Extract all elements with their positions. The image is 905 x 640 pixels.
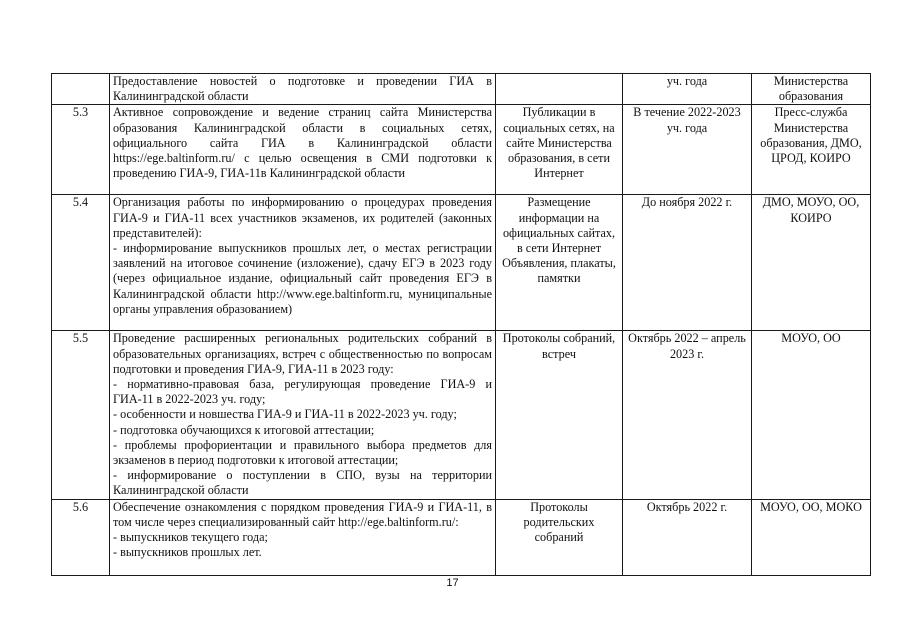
- event-line: Активное сопровождение и ведение страниц сайта Министерства образования Калининградской области в социальных сетях, официального сайта ГИА в Калининградской области https://ege.baltinform.ru/ с целью освещения в СМИ подготовки к проведению ГИА-9, ГИА-11в Калининградской области: [113, 105, 492, 181]
- event-line: Предоставление новостей о подготовке и проведении ГИА в Калининградской области: [113, 74, 492, 104]
- event-line: - информирование о поступлении в СПО, вузы на территории Калининградской области: [113, 468, 492, 498]
- event-description: [110, 195, 496, 331]
- event-line: - выпускников текущего года;: [113, 530, 268, 545]
- event-line: Проведение расширенных региональных родительских собраний в образовательных организациях, встреч с общественностью по вопросам подготовки и проведения ГИА-9, ГИА-11 в 2023 году:: [113, 331, 492, 376]
- responsible: МОУО, ОО, МОКО: [752, 499, 871, 575]
- deadline: В течение 2022-2023 уч. года: [623, 105, 752, 195]
- event-description: [110, 499, 496, 575]
- deadline: Октябрь 2022 г.: [623, 499, 752, 575]
- table-row: [52, 331, 871, 499]
- table-row: [52, 74, 871, 105]
- result-form: Размещение информации на официальных сайтах, в сети Интернет Объявления, плакаты, памятки: [496, 195, 623, 331]
- deadline: уч. года: [623, 74, 752, 105]
- page-number: 17: [446, 577, 459, 589]
- event-description: [110, 74, 496, 105]
- responsible: ДМО, МОУО, ОО, КОИРО: [752, 195, 871, 331]
- event-line: - нормативно-правовая база, регулирующая проведение ГИА-9 и ГИА-11 в 2022-2023 уч. году;: [113, 377, 492, 407]
- table-row: [52, 195, 871, 331]
- event-line: - особенности и новшества ГИА-9 и ГИА-11 в 2022-2023 уч. году;: [113, 407, 457, 422]
- deadline: Октябрь 2022 – апрель 2023 г.: [623, 331, 752, 499]
- row-number: 5.4: [52, 195, 110, 331]
- result-form: Протоколы родительских собраний: [496, 499, 623, 575]
- event-description: [110, 105, 496, 195]
- row-number: [52, 74, 110, 105]
- event-line: - информирование выпускников прошлых лет, о местах регистрации заявлений на итоговое сочинение (изложение), сдачу ЕГЭ в 2023 году (через официальное издание, официальный сайт проведения ЕГЭ в Калининградской области http://www.ege.baltinform.ru, муниципальные органы управления образованием): [113, 241, 492, 316]
- result-form: Протоколы собраний, встреч: [496, 331, 623, 499]
- table-row: [52, 499, 871, 575]
- result-form: [496, 74, 623, 105]
- event-line: Обеспечение ознакомления с порядком проведения ГИА-9 и ГИА-11, в том числе через специализированный сайт http://ege.baltinform.ru/:: [113, 499, 492, 529]
- table-row: [52, 105, 871, 195]
- activity-plan-table: [51, 73, 871, 576]
- deadline: До ноября 2022 г.: [623, 195, 752, 331]
- row-number: 5.6: [52, 499, 110, 575]
- row-number: 5.3: [52, 105, 110, 195]
- result-form: Публикации в социальных сетях, на сайте Министерства образования, в сети Интернет: [496, 105, 623, 195]
- event-description: [110, 331, 496, 499]
- responsible: Министерства образования: [752, 74, 871, 105]
- row-number: 5.5: [52, 331, 110, 499]
- event-line: - проблемы профориентации и правильного выбора предметов для экзаменов в период подготовки к итоговой аттестации;: [113, 437, 492, 468]
- responsible: МОУО, ОО: [752, 331, 871, 499]
- event-line: - выпускников прошлых лет.: [113, 545, 262, 560]
- event-line: - подготовка обучающихся к итоговой аттестации;: [113, 422, 375, 437]
- event-line: Организация работы по информированию о процедурах проведения ГИА-9 и ГИА-11 всех участников экзаменов, их родителей (законных представителей):: [113, 195, 492, 240]
- responsible: Пресс-служба Министерства образования, ДМО, ЦРОД, КОИРО: [752, 105, 871, 195]
